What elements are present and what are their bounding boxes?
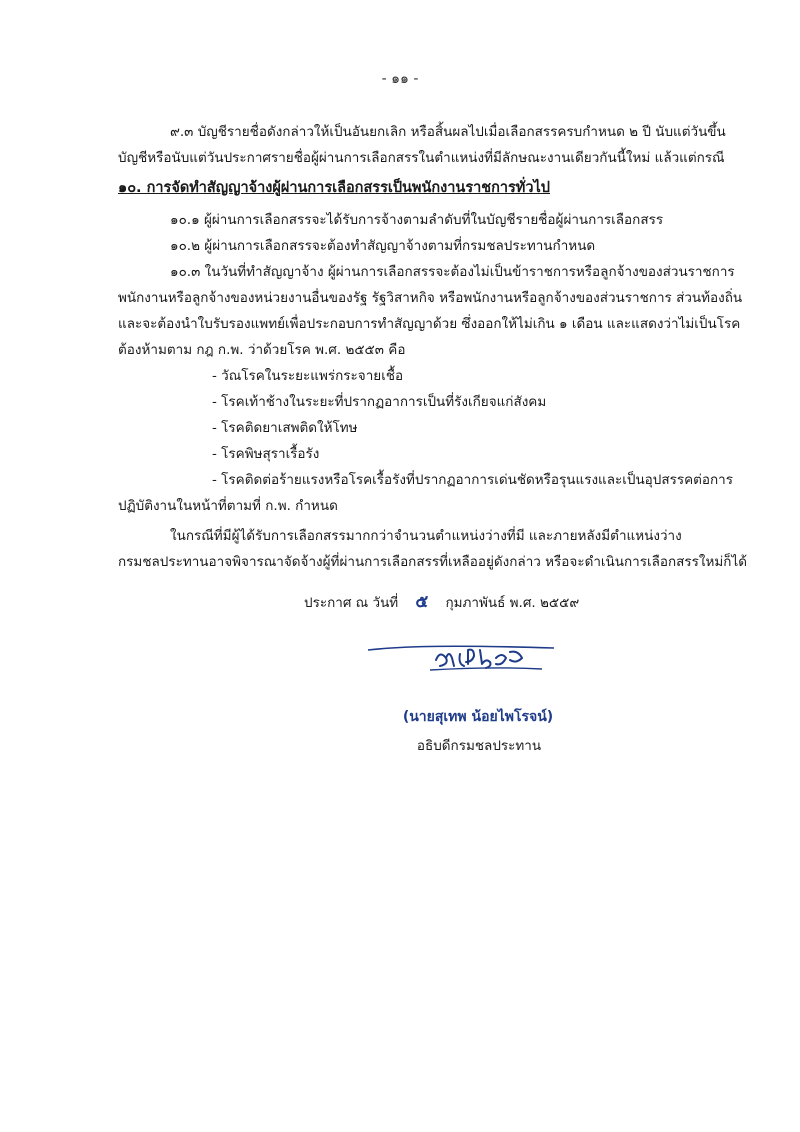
disease-item-continuation: ปฏิบัติงานในหน้าที่ตามที่ ก.พ. กำหนด	[118, 498, 338, 514]
disease-item: - โรคเท้าช้างในระยะที่ปรากฏอาการเป็นที่รังเกียจแก่สังคม	[212, 394, 547, 410]
disease-item: - โรคติดยาเสพติดให้โทษ	[212, 420, 358, 436]
announcement-prefix: ประกาศ ณ วันที่	[304, 595, 399, 611]
announcement-day: ๕	[415, 592, 429, 612]
page-number: - ๑๑ -	[381, 71, 419, 87]
signer-title: อธิบดีกรมชลประทาน	[416, 738, 542, 754]
section-10-2: ๑๐.๒ ผู้ผ่านการเลือกสรรจะต้องทำสัญญาจ้างตามที่กรมชลประทานกำหนด	[170, 238, 596, 254]
section-10-3-line-3: และจะต้องนำใบรับรองแพทย์เพื่อประกอบการทำสัญญาด้วย ซึ่งออกให้ไม่เกิน ๑ เดือน และแสดงว่าไม่เป็นโรค	[118, 316, 741, 332]
announcement-suffix: กุมภาพันธ์ พ.ศ. ๒๕๕๙	[445, 595, 580, 611]
section-10-3-line-1: ๑๐.๓ ในวันที่ทำสัญญาจ้าง ผู้ผ่านการเลือกสรรจะต้องไม่เป็นข้าราชการหรือลูกจ้างของส่วนราชการ	[170, 264, 735, 280]
closing-line-1: ในกรณีที่มีผู้ได้รับการเลือกสรรมากกว่าจำนวนตำแหน่งว่างที่มี และภายหลังมีตำแหน่งว่าง	[170, 528, 682, 544]
announcement-date	[304, 592, 579, 613]
signature-image	[364, 636, 564, 676]
closing-line-2: กรมชลประทานอาจพิจารณาจัดจ้างผู้ที่ผ่านการเลือกสรรที่เหลืออยู่ดังกล่าว หรือจะดำเนินการเลือกสรรใหม่ก็ได้	[118, 554, 748, 570]
section-10-3-line-2: พนักงานหรือลูกจ้างของหน่วยงานอื่นของรัฐ รัฐวิสาหกิจ หรือพนักงานหรือลูกจ้างของส่วนราชการ ส่วนท้องถิ่น	[118, 290, 743, 306]
section-10-1: ๑๐.๑ ผู้ผ่านการเลือกสรรจะได้รับการจ้างตามลำดับที่ในบัญชีรายชื่อผู้ผ่านการเลือกสรร	[170, 212, 664, 228]
disease-item: - โรคติดต่อร้ายแรงหรือโรคเรื้อรังที่ปรากฏอาการเด่นชัดหรือรุนแรงและเป็นอุปสรรคต่อการ	[212, 472, 734, 488]
disease-item: - โรคพิษสุราเรื้อรัง	[212, 446, 320, 462]
disease-item: - วัณโรคในระยะแพร่กระจายเชื้อ	[212, 368, 404, 384]
section-9-3-line-2: บัญชีหรือนับแต่วันประกาศรายชื่อผู้ผ่านการเลือกสรรในตำแหน่งที่มีลักษณะงานเดียวกันนี้ใหม่ แล้วแต่กรณี	[118, 150, 725, 166]
section-10-3-line-4: ต้องห้ามตาม กฎ ก.พ. ว่าด้วยโรค พ.ศ. ๒๕๕๓ คือ	[118, 342, 406, 358]
section-9-3-line-1: ๙.๓ บัญชีรายชื่อดังกล่าวให้เป็นอันยกเลิก หรือสิ้นผลไปเมื่อเลือกสรรครบกำหนด ๒ ปี นับแต่วันขึ้น	[170, 124, 726, 140]
section-10-heading: ๑๐. การจัดทำสัญญาจ้างผู้ผ่านการเลือกสรรเป็นพนักงานราชการทั่วไป	[118, 180, 550, 196]
signature	[364, 636, 564, 676]
signer-name: (นายสุเทพ น้อยไพโรจน์)	[402, 709, 554, 725]
